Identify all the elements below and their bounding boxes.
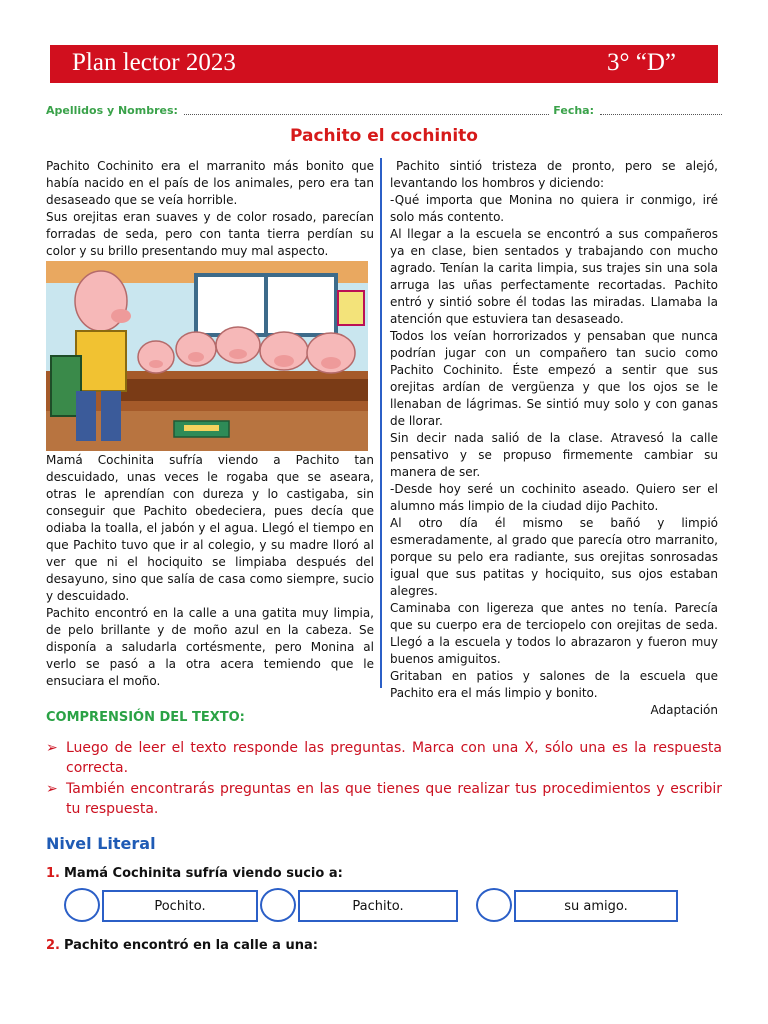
story-paragraph: Sin decir nada salió de la clase. Atravesó la calle pensativo y se propuso firmemente cambiar su manera de ser. bbox=[390, 431, 718, 479]
story-paragraph: Al llegar a la escuela se encontró a sus compañeros ya en clase, bien sentados y trabajando con mucho agrado. Tenían la carita limpia, sus trajes sin una sola arruga las uñas perfectamente recortadas. Pachito entró y sintió sobre él todas las miradas. Llamaba la atención que estuviera tan desaseado. bbox=[390, 227, 718, 326]
comprehension-heading: COMPRENSIÓN DEL TEXTO: bbox=[46, 710, 245, 725]
question-number: 2. bbox=[46, 938, 60, 953]
date-field[interactable] bbox=[600, 105, 722, 115]
answer-option-2[interactable] bbox=[260, 888, 460, 924]
answer-label: Pachito. bbox=[298, 890, 458, 922]
story-right-column bbox=[390, 158, 718, 719]
column-divider bbox=[380, 158, 382, 688]
story-paragraph: Pachito encontró en la calle a una gatita muy limpia, de pelo brillante y de moño azul en la cabeza. Se disponía a saludarla cortésmente, pero Monina al verlo se pasó a la otra acera temiendo que le ensuciara el moño. bbox=[46, 606, 374, 688]
instruction-item bbox=[46, 779, 722, 819]
story-left-column-top bbox=[46, 158, 374, 260]
answer-checkbox-circle[interactable] bbox=[476, 888, 512, 922]
story-paragraph: Sus orejitas eran suaves y de color rosado, parecían forradas de seda, pero con tanta tierra perdían su color y su brillo presentando muy mal aspecto. bbox=[46, 210, 374, 258]
plan-title: Plan lector 2023 bbox=[72, 49, 236, 76]
pigs-classroom-image bbox=[46, 261, 368, 451]
question-text: Mamá Cochinita sufría viendo sucio a: bbox=[63, 866, 343, 881]
answer-option-3[interactable] bbox=[476, 888, 680, 924]
story-paragraph: Pachito Cochinito era el marranito más bonito que había nacido en el país de los animales, pero era tan desaseado que se veía horrible. bbox=[46, 159, 374, 207]
question-1 bbox=[46, 866, 343, 881]
question-number: 1. bbox=[46, 866, 60, 881]
story-paragraph: Pachito sintió tristeza de pronto, pero se alejó, levantando los hombros y diciendo: bbox=[390, 159, 718, 190]
story-paragraph: Gritaban en patios y salones de la escuela que Pachito era el más limpio y bonito. bbox=[390, 669, 718, 700]
date-label: Fecha: bbox=[553, 104, 594, 117]
header-banner bbox=[50, 45, 718, 83]
answer-label: Pochito. bbox=[102, 890, 258, 922]
grade-label: 3° “D” bbox=[607, 49, 676, 76]
story-paragraph: -Desde hoy seré un cochinito aseado. Quiero ser el alumno más limpio de la ciudad dijo Pachito. bbox=[390, 482, 718, 513]
story-paragraph: Todos los veían horrorizados y pensaban que nunca podrían jugar con un compañero tan sucio como Pachito Cochinito. Éste empezó a sentir que sus orejitas ardían de vergüenza y que los ojos se le llenaban de lágrimas. Se sintió muy solo y con ganas de llorar. bbox=[390, 329, 718, 428]
instructions-list bbox=[46, 738, 722, 820]
classroom-illustration bbox=[46, 261, 368, 451]
arrow-bullet-icon: ➢ bbox=[46, 740, 58, 756]
answer-checkbox-circle[interactable] bbox=[64, 888, 100, 922]
student-info-row bbox=[46, 104, 722, 117]
answer-checkbox-circle[interactable] bbox=[260, 888, 296, 922]
name-field[interactable] bbox=[184, 105, 549, 115]
question-text: Pachito encontró en la calle a una: bbox=[63, 938, 318, 953]
arrow-bullet-icon: ➢ bbox=[46, 781, 58, 797]
level-heading: Nivel Literal bbox=[46, 834, 156, 853]
question-2 bbox=[46, 938, 318, 953]
answer-option-1[interactable] bbox=[64, 888, 260, 924]
story-paragraph: Al otro día él mismo se bañó y limpió esmeradamente, al grado que parecía otro marranito, porque su pelo era radiante, sus orejitas sonrosadas igual que sus patitas y hociquito, sus ojos estaban alegres. bbox=[390, 516, 718, 598]
instruction-text: También encontrarás preguntas en las que tienes que realizar tus procedimientos y escribir tu respuesta. bbox=[66, 781, 722, 817]
instruction-item bbox=[46, 738, 722, 778]
adaptation-credit: Adaptación bbox=[650, 703, 718, 717]
story-paragraph: Mamá Cochinita sufría viendo a Pachito tan descuidado, unas veces le rogaba que se aseara, otras le aprendían con dureza y lo castigaba, sin conseguir que Pachito obedeciera, pues decía que odiaba la toalla, el jabón y el agua. Llegó el tiempo en que Pachito tuvo que ir al colegio, y su madre lloró al ver que ni el hociquito se limpiaba después del desayuno, sino que salía de casa como siempre, sucio y descuidado. bbox=[46, 453, 374, 603]
story-paragraph: Caminaba con ligereza que antes no tenía. Parecía que su cuerpo era de terciopelo con orejitas de seda. Llegó a la escuela y todos lo abrazaron y fueron muy buenos amiguitos. bbox=[390, 601, 718, 666]
instruction-text: Luego de leer el texto responde las preguntas. Marca con una X, sólo una es la respuesta correcta. bbox=[66, 740, 722, 776]
story-left-column-bottom bbox=[46, 452, 374, 690]
story-title: Pachito el cochinito bbox=[290, 126, 478, 146]
story-paragraph: -Qué importa que Monina no quiera ir conmigo, iré solo más contento. bbox=[390, 193, 718, 224]
answer-label: su amigo. bbox=[514, 890, 678, 922]
name-label: Apellidos y Nombres: bbox=[46, 104, 178, 117]
